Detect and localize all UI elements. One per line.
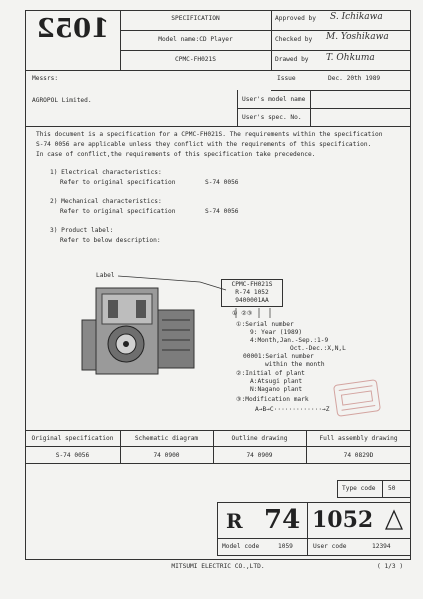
- user-model-label: User's model name: [242, 96, 306, 103]
- item2-text: Refer to original specification: [60, 208, 176, 215]
- table-value-outline: 74 0909: [246, 452, 273, 459]
- item1-ref: S-74 0056: [205, 179, 239, 186]
- intro-line-2: S-74 0056 are applicable unless they conflict with the requirements of this specification.: [36, 141, 372, 148]
- table-header-outline: Outline drawing: [231, 435, 288, 442]
- approved-signature: S. Ichikawa: [330, 12, 383, 22]
- table-header-original: Original specification: [31, 435, 114, 442]
- table-top-line: [25, 430, 411, 431]
- label-line-2: R-74 1052: [235, 289, 269, 296]
- item2-ref: S-74 0056: [205, 208, 239, 215]
- note-month: 4:Month,Jan.-Sep.:1-9: [250, 337, 329, 344]
- note-plant: ②:Initial of plant: [236, 370, 305, 377]
- reception-stamp: [333, 379, 381, 417]
- user-spec-label: User's spec. No.: [242, 114, 302, 121]
- label-line-3: 9400001AA: [235, 297, 269, 304]
- item1-title: 1) Electrical characteristics:: [50, 169, 162, 176]
- label-marks: ① ②③: [232, 310, 253, 317]
- table-header-schematic: Schematic diagram: [134, 435, 199, 442]
- note-atsugi: A:Atsugi plant: [250, 378, 303, 385]
- model-code-label: Model code: [222, 543, 260, 550]
- table-header-line: [25, 446, 411, 447]
- type-code-divider: [382, 480, 383, 498]
- checked-signature: M. Yoshikawa: [326, 32, 389, 42]
- doc-number-mirrored: 1052: [36, 14, 110, 44]
- note-month-2: Oct.-Dec.:X,N,L: [290, 345, 346, 352]
- drawn-label: Drawed by: [275, 56, 309, 63]
- note-modification: ③:Modification mark: [236, 396, 309, 403]
- big-1052: 1052: [312, 507, 374, 533]
- note-modification-seq: A→B→C·············→Z: [255, 406, 330, 413]
- label-line-1: CPMC-FH021S: [231, 281, 273, 288]
- item3-text: Refer to below description:: [60, 237, 161, 244]
- company-name: MITSUMI ELECTRIC CO.,LTD.: [171, 563, 265, 570]
- item3-title: 3) Product label:: [50, 227, 114, 234]
- note-nagano: N:Nagano plant: [250, 386, 303, 393]
- issue-date: Dec. 20th 1989: [328, 75, 381, 82]
- note-serial-2: 00001:Serial number: [243, 353, 314, 360]
- note-serial: ①:Serial number: [236, 321, 294, 328]
- checked-label: Checked by: [275, 36, 313, 43]
- type-code-value: 50: [388, 485, 396, 492]
- table-bottom-line: [25, 463, 411, 464]
- intro-line-3: In case of conflict,the requirements of this specification take precedence.: [36, 151, 316, 158]
- issue-label: Issue: [277, 75, 296, 82]
- model-code-header: CPMC-FH021S: [175, 56, 216, 63]
- note-serial-3: within the month: [265, 361, 325, 368]
- label-callout: Label: [96, 272, 115, 279]
- table-header-assembly: Full assembly drawing: [319, 435, 398, 442]
- item1-text: Refer to original specification: [60, 179, 176, 186]
- type-code-label: Type code: [342, 485, 376, 492]
- big-r: R: [226, 509, 243, 533]
- modification-triangle-icon: [384, 509, 404, 531]
- user-code-value: 12394: [372, 543, 391, 550]
- big-74: 74: [264, 505, 301, 535]
- model-name: Model name:CD Player: [158, 36, 233, 43]
- user-code-label: User code: [313, 543, 347, 550]
- item2-title: 2) Mechanical characteristics:: [50, 198, 162, 205]
- customer-name: AGROPOL Limited.: [32, 97, 92, 104]
- table-value-schematic: 74 0900: [153, 452, 180, 459]
- note-year: 9: Year (1989): [250, 329, 303, 336]
- table-value-assembly: 74 0829D: [343, 452, 374, 459]
- drawn-signature: T. Ohkuma: [326, 53, 375, 63]
- messrs-label: Messrs:: [32, 75, 59, 82]
- approved-label: Approved by: [275, 15, 316, 22]
- page-number: ( 1/3 ): [377, 563, 404, 570]
- stamp-mark-icon: [334, 380, 380, 416]
- intro-line-1: This document is a specification for a CPMC-FH021S. The requirements within the specification: [36, 131, 383, 138]
- code-box-mid-line: [217, 538, 411, 539]
- code-box-divider: [307, 502, 308, 556]
- model-code-value: 1059: [278, 543, 293, 550]
- table-value-original: S-74 0056: [55, 452, 90, 459]
- spec-title: SPECIFICATION: [171, 15, 220, 22]
